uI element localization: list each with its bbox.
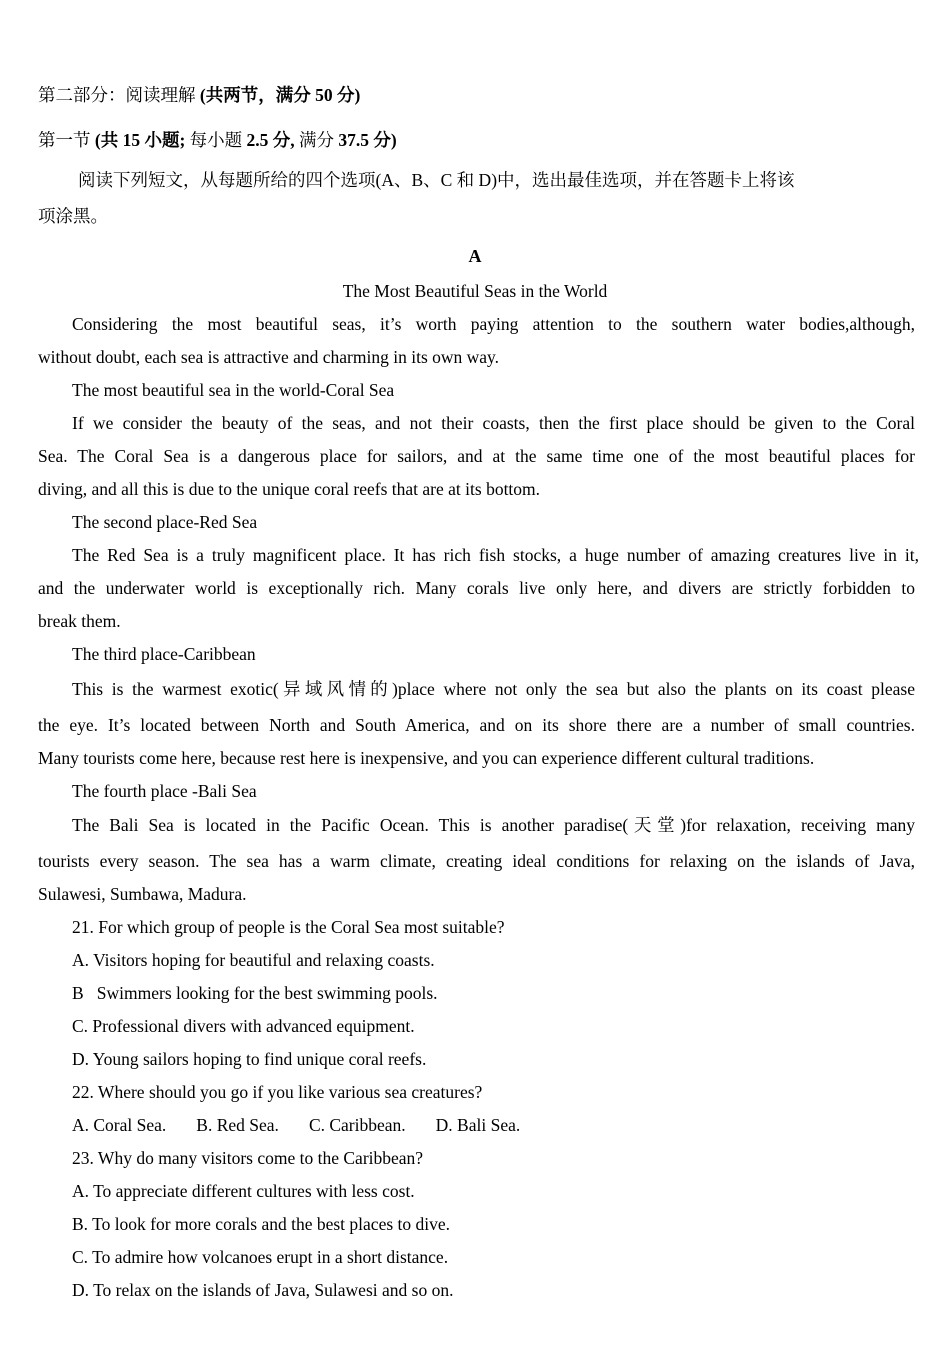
- intro-line-1: Considering the most beautiful seas, it’s worth paying attention to the southern water bodies,although,: [72, 314, 915, 334]
- section-d: 分,: [268, 130, 300, 150]
- caribbean-heading: The third place-Caribbean: [72, 644, 256, 664]
- section-prefix: 第一节: [38, 130, 95, 150]
- caribbean-line-3: Many tourists come here, because rest here is inexpensive, and you can experience different cultural traditions.: [38, 748, 815, 768]
- question-23-option-c: C. To admire how volcanoes erupt in a short distance.: [72, 1247, 449, 1267]
- question-22-option-c: C. Caribbean.: [308, 1115, 406, 1135]
- bali-line-3: Sulawesi, Sumbawa, Madura.: [38, 884, 247, 904]
- section-c: 每小题: [189, 130, 247, 150]
- question-22-option-d: D. Bali Sea.: [435, 1115, 521, 1135]
- passage-title: The Most Beautiful Seas in the World: [342, 281, 608, 301]
- question-22-option-b: B. Red Sea.: [196, 1115, 279, 1135]
- coral-line-1: If we consider the beauty of the seas, and not their coasts, then the first place should be given to the Coral: [72, 413, 915, 433]
- red-line-1: The Red Sea is a truly magnificent place. It has rich fish stocks, a huge number of amazing creatures live in it,: [72, 545, 919, 565]
- question-23-option-a: A. To appreciate different cultures with less cost.: [72, 1181, 415, 1201]
- part-detail-a: (共两节，满分: [199, 85, 316, 105]
- section-heading: [38, 128, 397, 152]
- bali-heading: The fourth place -Bali Sea: [72, 781, 257, 801]
- coral-line-2: Sea. The Coral Sea is a dangerous place for sailors, and at the same time one of the most beautiful places for: [38, 446, 915, 466]
- coral-line-3: diving, and all this is due to the unique coral reefs that are at its bottom.: [38, 479, 541, 499]
- question-21-stem: 21. For which group of people is the Coral Sea most suitable?: [72, 917, 505, 937]
- question-23-option-d: D. To relax on the islands of Java, Sulawesi and so on.: [72, 1280, 454, 1300]
- section-a: (共: [94, 130, 123, 150]
- instruction-line-2: 项涂黑。: [38, 206, 108, 226]
- part-prefix: 第二部分：阅读理解: [38, 85, 200, 105]
- section-total: 37.5: [338, 130, 370, 150]
- part-detail-b: 分): [332, 85, 361, 105]
- section-e: 满分: [299, 130, 339, 150]
- question-21-option-c: C. Professional divers with advanced equipment.: [72, 1016, 415, 1036]
- instruction-line-1: 阅读下列短文，从每题所给的四个选项(A、B、C 和 D)中，选出最佳选项，并在答题卡上将该: [78, 170, 795, 190]
- section-count: 15: [122, 130, 141, 150]
- question-21-option-d: D. Young sailors hoping to find unique coral reefs.: [72, 1049, 427, 1069]
- caribbean-line-1: This is the warmest exotic(异域风情的)place where not only the sea but also the plants on its coast please: [72, 679, 915, 699]
- question-21-option-a: A. Visitors hoping for beautiful and relaxing coasts.: [72, 950, 435, 970]
- section-b: 小题;: [140, 130, 190, 150]
- caribbean-line-2: the eye. It’s located between North and South America, and on its shore there are a number of small countries.: [38, 715, 915, 735]
- section-each: 2.5: [246, 130, 269, 150]
- question-23-stem: 23. Why do many visitors come to the Caribbean?: [72, 1148, 424, 1168]
- question-21-option-b: B Swimmers looking for the best swimming pools.: [72, 983, 438, 1003]
- question-23-option-b: B. To look for more corals and the best places to dive.: [72, 1214, 451, 1234]
- part-detail-score: 50: [315, 85, 333, 105]
- question-22-stem: 22. Where should you go if you like various sea creatures?: [72, 1082, 483, 1102]
- question-22-option-a: A. Coral Sea.: [72, 1115, 167, 1135]
- intro-line-2: without doubt, each sea is attractive and charming in its own way.: [38, 347, 500, 367]
- question-22-options: [72, 1113, 520, 1137]
- red-line-3: break them.: [38, 611, 121, 631]
- coral-heading: The most beautiful sea in the world-Coral Sea: [72, 380, 395, 400]
- part-heading: [38, 83, 360, 107]
- red-line-2: and the underwater world is exceptionally rich. Many corals live only here, and divers are strictly forbidden to: [38, 578, 915, 598]
- section-f: 分): [369, 130, 397, 150]
- bali-line-2: tourists every season. The sea has a warm climate, creating ideal conditions for relaxing on the islands of Java,: [38, 851, 915, 871]
- bali-line-1: The Bali Sea is located in the Pacific Ocean. This is another paradise(天堂)for relaxation, receiving many: [72, 815, 915, 835]
- passage-label: A: [468, 246, 482, 266]
- red-heading: The second place-Red Sea: [72, 512, 258, 532]
